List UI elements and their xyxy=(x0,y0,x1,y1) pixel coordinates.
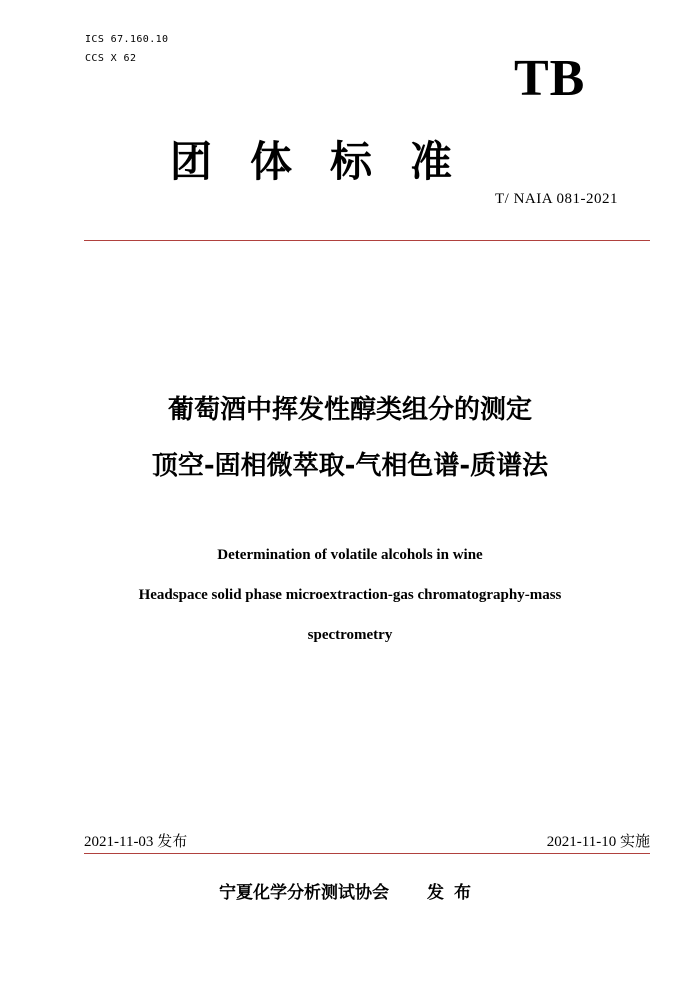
english-title-line-3: spectrometry xyxy=(307,627,393,643)
publish-date-label: 发布 xyxy=(157,832,188,850)
ccs-code: CCS X 62 xyxy=(85,53,137,64)
publish-date-value: 2021-11-03 xyxy=(84,834,154,850)
chinese-title-line-2: 顶空-固相微萃取-气相色谱-质谱法 xyxy=(151,451,549,481)
standard-type-title: 团体标准 xyxy=(170,137,491,186)
publisher-action: 发布 xyxy=(426,883,481,903)
bottom-divider xyxy=(84,853,650,854)
implement-date-value: 2021-11-10 xyxy=(546,834,617,850)
english-title-line-2: Headspace solid phase microextraction-gas chromatography-mass xyxy=(138,587,562,603)
publisher-line xyxy=(0,882,700,904)
chinese-title-line-1: 葡萄酒中挥发性醇类组分的测定 xyxy=(167,395,532,425)
english-title-line-1: Determination of volatile alcohols in wine xyxy=(217,547,483,563)
publish-date xyxy=(84,832,187,851)
tb-logo: TB xyxy=(514,50,586,107)
standard-number: T/ NAIA 081-2021 xyxy=(495,191,618,207)
implement-date xyxy=(547,832,650,851)
top-divider xyxy=(84,240,650,241)
publisher-name: 宁夏化学分析测试协会 xyxy=(219,883,390,903)
ics-code: ICS 67.160.10 xyxy=(85,34,169,45)
implement-date-label: 实施 xyxy=(619,832,650,850)
